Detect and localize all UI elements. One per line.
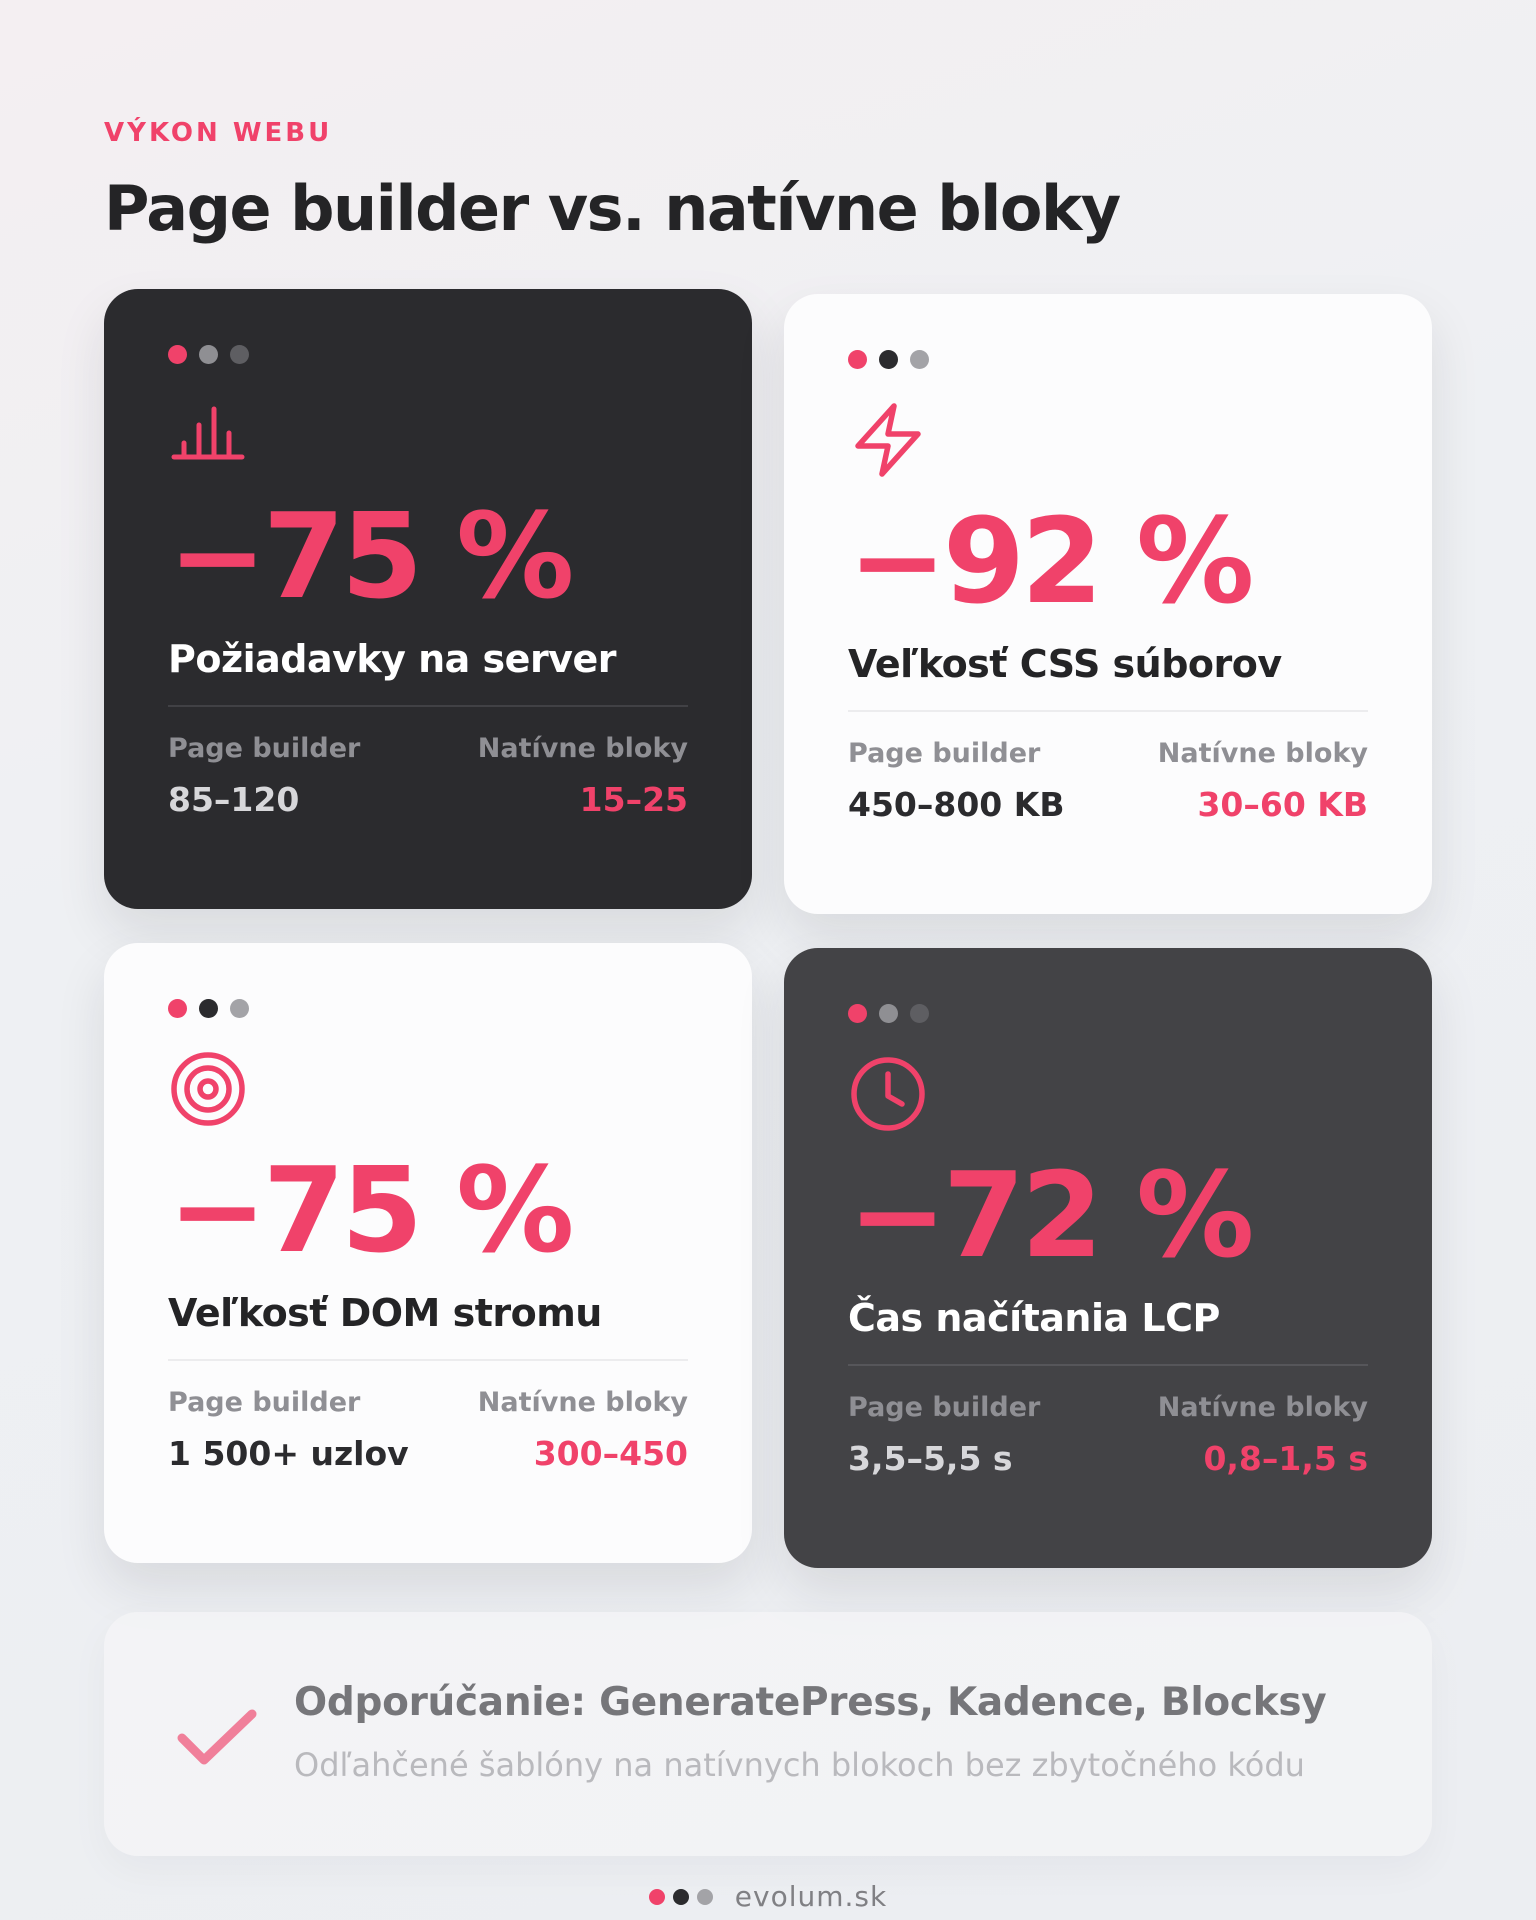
comparison	[168, 733, 688, 819]
stat-label: Čas načítania LCP	[848, 1296, 1220, 1340]
dot-dark	[879, 350, 898, 369]
native-blocks-value: 30–60 KB	[1197, 785, 1368, 824]
page-builder-label: Page builder	[848, 738, 1041, 769]
stat-card-lcp-time	[784, 948, 1432, 1568]
native-blocks-value: 0,8–1,5 s	[1203, 1439, 1368, 1478]
native-blocks-label: Natívne bloky	[1157, 738, 1368, 769]
divider	[168, 1359, 688, 1361]
native-blocks-value: 15–25	[579, 780, 688, 819]
footer-dot-gray	[697, 1889, 713, 1905]
dot-dark	[910, 1004, 929, 1023]
dot-red	[168, 345, 187, 364]
check-icon	[174, 1704, 260, 1770]
comparison	[848, 1392, 1368, 1478]
dot-gray	[199, 345, 218, 364]
target-icon	[168, 1049, 248, 1129]
stat-value: −92 %	[848, 492, 1251, 630]
footer-dot-dark	[673, 1889, 689, 1905]
page-builder-value: 450–800 KB	[848, 785, 1065, 824]
footer-dots	[649, 1889, 713, 1905]
window-dots	[848, 1004, 1368, 1024]
page-builder-label: Page builder	[168, 733, 361, 764]
page-builder-value: 1 500+ uzlov	[168, 1434, 409, 1473]
native-blocks-label: Natívne bloky	[477, 733, 688, 764]
stat-value: −75 %	[168, 487, 571, 625]
dot-dark	[230, 345, 249, 364]
comparison	[168, 1387, 688, 1473]
lightning-icon	[848, 400, 928, 480]
dot-gray	[910, 350, 929, 369]
stat-label: Veľkosť DOM stromu	[168, 1291, 602, 1335]
footer-dot-red	[649, 1889, 665, 1905]
recommendation-title: Odporúčanie: GeneratePress, Kadence, Blocksy	[294, 1680, 1327, 1725]
window-dots	[168, 345, 688, 365]
divider	[848, 710, 1368, 712]
stat-label: Požiadavky na server	[168, 637, 616, 681]
page-title: Page builder vs. natívne bloky	[104, 172, 1120, 245]
native-blocks-label: Natívne bloky	[477, 1387, 688, 1418]
footer	[0, 1880, 1536, 1913]
dot-gray	[879, 1004, 898, 1023]
dot-red	[168, 999, 187, 1018]
stat-value: −75 %	[168, 1141, 571, 1279]
recommendation-subtitle: Odľahčené šablóny na natívnych blokoch bez zbytočného kódu	[294, 1746, 1305, 1784]
eyebrow: VÝKON WEBU	[104, 118, 333, 148]
stat-card-dom-size	[104, 943, 752, 1563]
stat-label: Veľkosť CSS súborov	[848, 642, 1282, 686]
stat-card-server-requests	[104, 289, 752, 909]
recommendation-box	[104, 1612, 1432, 1856]
page-builder-label: Page builder	[848, 1392, 1041, 1423]
stat-value: −72 %	[848, 1146, 1251, 1284]
stat-card-css-size	[784, 294, 1432, 914]
window-dots	[848, 350, 1368, 370]
dot-gray	[230, 999, 249, 1018]
dot-red	[848, 1004, 867, 1023]
dot-red	[848, 350, 867, 369]
comparison	[848, 738, 1368, 824]
native-blocks-label: Natívne bloky	[1157, 1392, 1368, 1423]
page-builder-value: 85–120	[168, 780, 300, 819]
clock-icon	[848, 1054, 928, 1134]
native-blocks-value: 300–450	[533, 1434, 688, 1473]
page-builder-label: Page builder	[168, 1387, 361, 1418]
brand-link[interactable]: evolum.sk	[734, 1880, 888, 1913]
page-builder-value: 3,5–5,5 s	[848, 1439, 1013, 1478]
window-dots	[168, 999, 688, 1019]
dot-dark	[199, 999, 218, 1018]
divider	[848, 1364, 1368, 1366]
bar-chart-icon	[168, 395, 248, 475]
divider	[168, 705, 688, 707]
